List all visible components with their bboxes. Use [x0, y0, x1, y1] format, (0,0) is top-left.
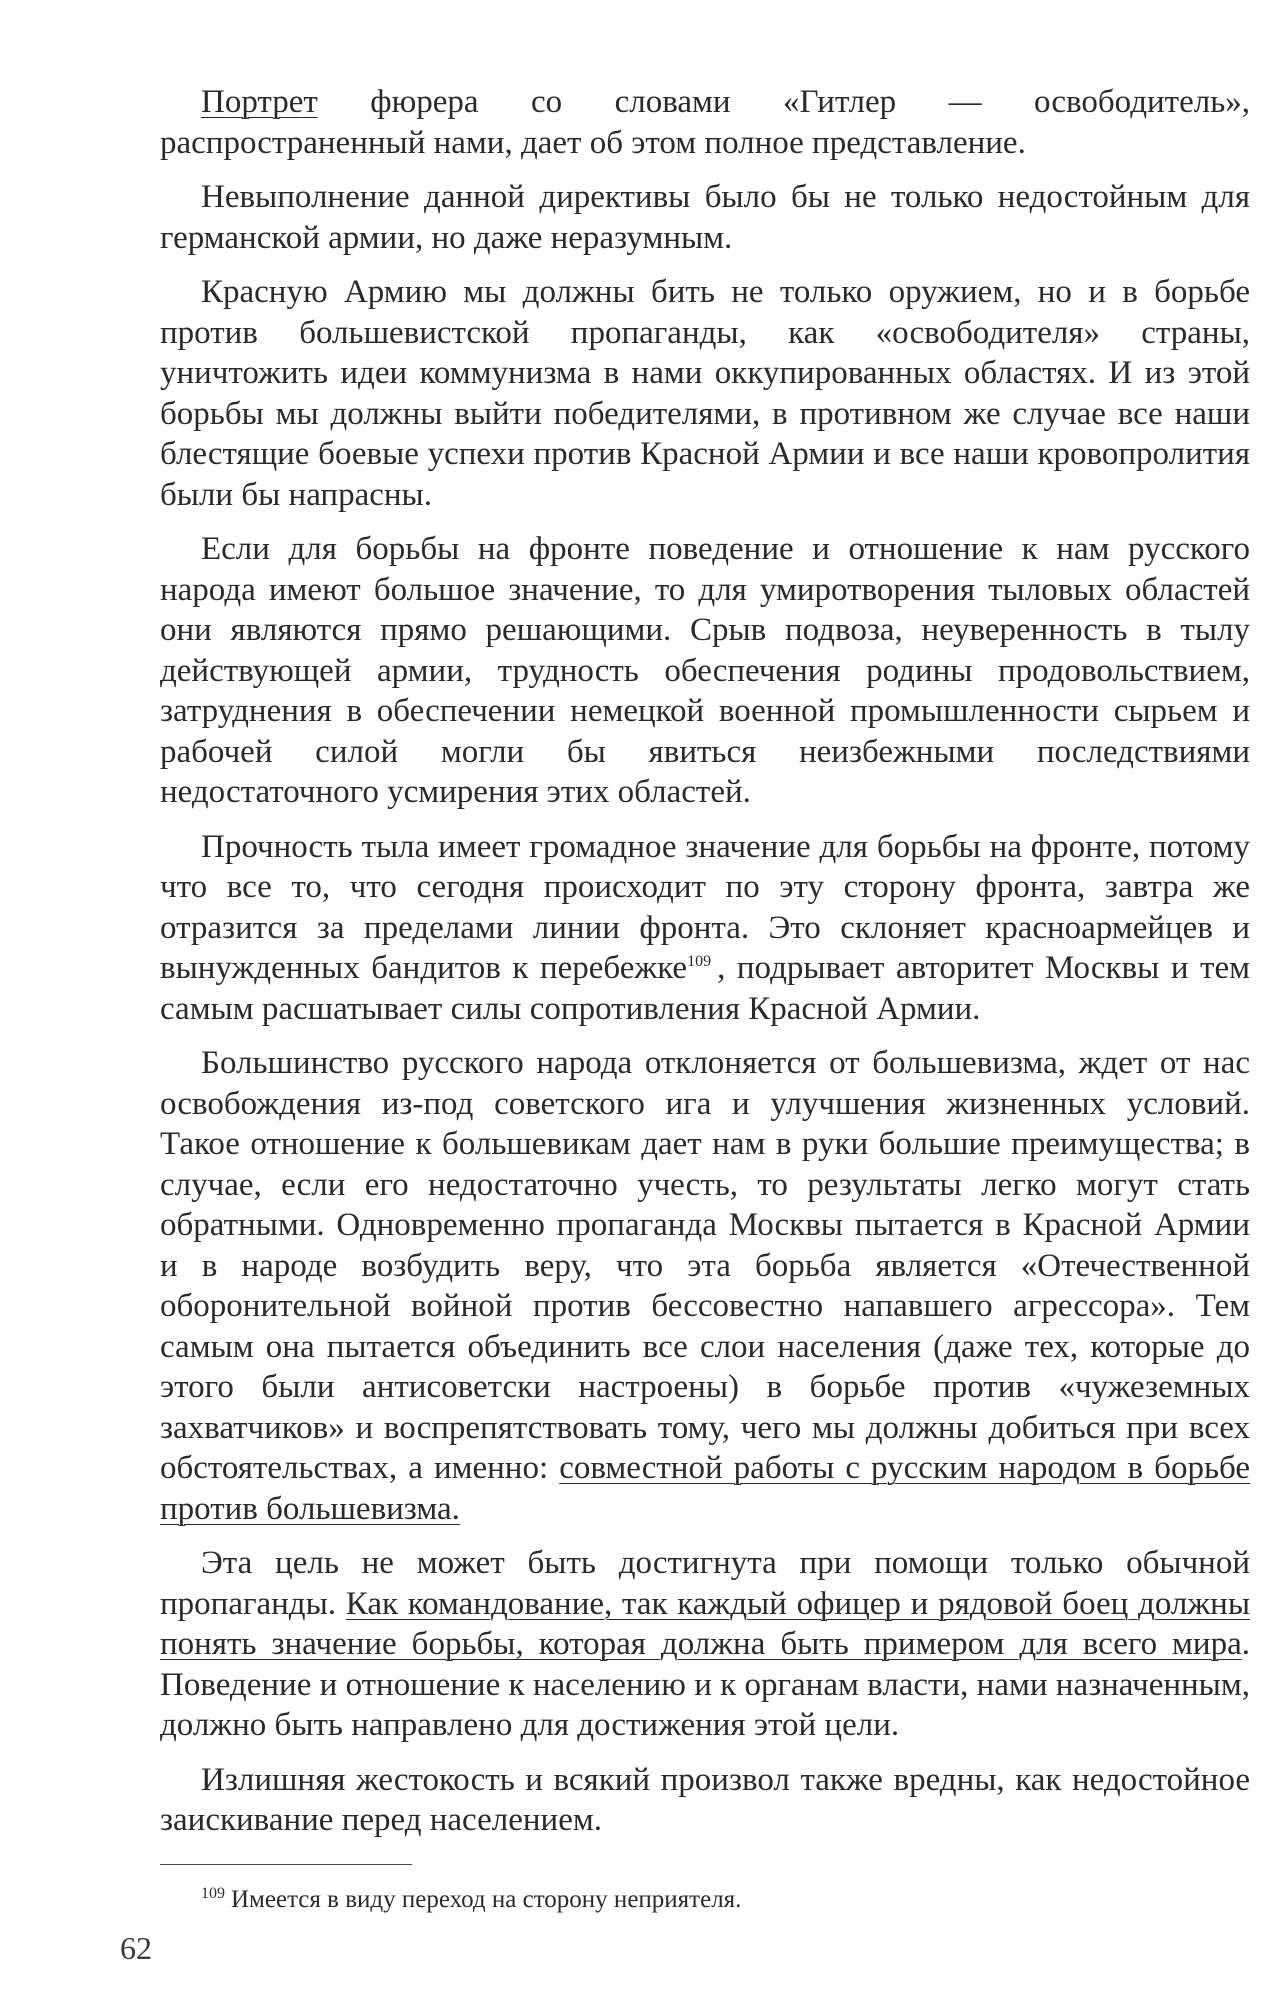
text-segment: Эта цель не может быть достигнута при помощи только обычной пропаганды. [160, 1545, 1250, 1622]
text-segment: Красную Армию мы должны бить не только оружием, но и в борьбе против большевистской пропаганды, как «освободителя» страны, уничтожить идеи коммунизма в нами оккупированных областях. И из этой борьбы мы должны выйти победителями, в противном же случае все наши блестящие боевые успехи против Красной Армии и все наши кровопролития были бы напрасны. [160, 274, 1250, 513]
text-segment: . Поведение и отношение к населению и к органам власти, нами назначенным, должно быть направлено для достижения этой цели. [160, 1626, 1250, 1743]
paragraph [160, 177, 1250, 258]
paragraph [160, 827, 1250, 1030]
footnote-text: Имеется в виду переход на сторону неприятеля. [231, 1886, 742, 1913]
footnote-reference: 109 [687, 953, 712, 970]
text-segment-underlined: Как командование, так каждый офицер и рядовой боец должны понять значение борьбы, которая должна быть примером для всего мира [160, 1585, 1250, 1662]
text-segment: Большинство русского народа отклоняется от большевизма, ждет от нас освобождения из-под советского ига и улучшения жизненных условий. Такое отношение к большевикам дает нам в руки большие преимущества; в случае, если его недостаточно учесть, то результаты легко могут стать обратными. Одновременно пропаганда Москвы пытается в Красной Армии и в народе возбудить веру, что эта борьба является «Отечественной оборонительной войной против бессовестно напавшего агрессора». Тем самым она пытается объединить все слои населения (даже тех, которые до этого были антисоветски настроены) в борьбе против «чужеземных захватчиков» и воспрепятствовать тому, чего мы должны добиться при всех обстоятельствах, а именно: [160, 1045, 1250, 1486]
text-segment-underlined: совместной работы с русским народом в борьбе против большевизма. [160, 1450, 1251, 1527]
text-segment: Прочность тыла имеет громадное значение для борьбы на фронте, потому что все то, что сегодня происходит по эту сторону фронта, завтра же отразится за пределами линии фронта. Это склоняет красноармейцев и вынужденных бандитов к перебежке [160, 828, 1250, 986]
paragraph [160, 1760, 1250, 1841]
footnote-marker: 109 [201, 1884, 225, 1902]
text-segment-underlined: Портрет [201, 84, 318, 120]
text-segment: фюрера со словами «Гитлер — освободитель», распространенный нами, дает об этом полное представление. [160, 84, 1250, 161]
text-segment: Излишняя жестокость и всякий произвол также вредны, как недостойное заискивание перед населением. [160, 1761, 1250, 1838]
text-segment: Невыполнение данной директивы было бы не только недостойным для германской армии, но даже неразумным. [160, 179, 1250, 256]
footnote [160, 1884, 1250, 1916]
paragraph [160, 1043, 1250, 1529]
page-body [160, 82, 1250, 1855]
page-number: 62 [120, 1930, 152, 1966]
text-segment: , подрывает авторитет Москвы и тем самым расшатывает силы сопротивления Красной Армии. [160, 950, 1250, 1027]
paragraph [160, 82, 1250, 163]
paragraph [160, 272, 1250, 515]
paragraph [160, 1543, 1250, 1746]
paragraph [160, 529, 1250, 813]
text-segment: Если для борьбы на фронте поведение и отношение к нам русского народа имеют большое значение, то для умиротворения тыловых областей они являются прямо решающими. Срыв подвоза, неуверенность в тылу действующей армии, трудность обеспечения родины продовольствием, затруднения в обеспечении немецкой военной промышленности сырьем и рабочей силой могли бы явиться неизбежными последствиями недостаточного усмирения этих областей. [160, 531, 1250, 810]
footnote-divider [160, 1864, 412, 1865]
